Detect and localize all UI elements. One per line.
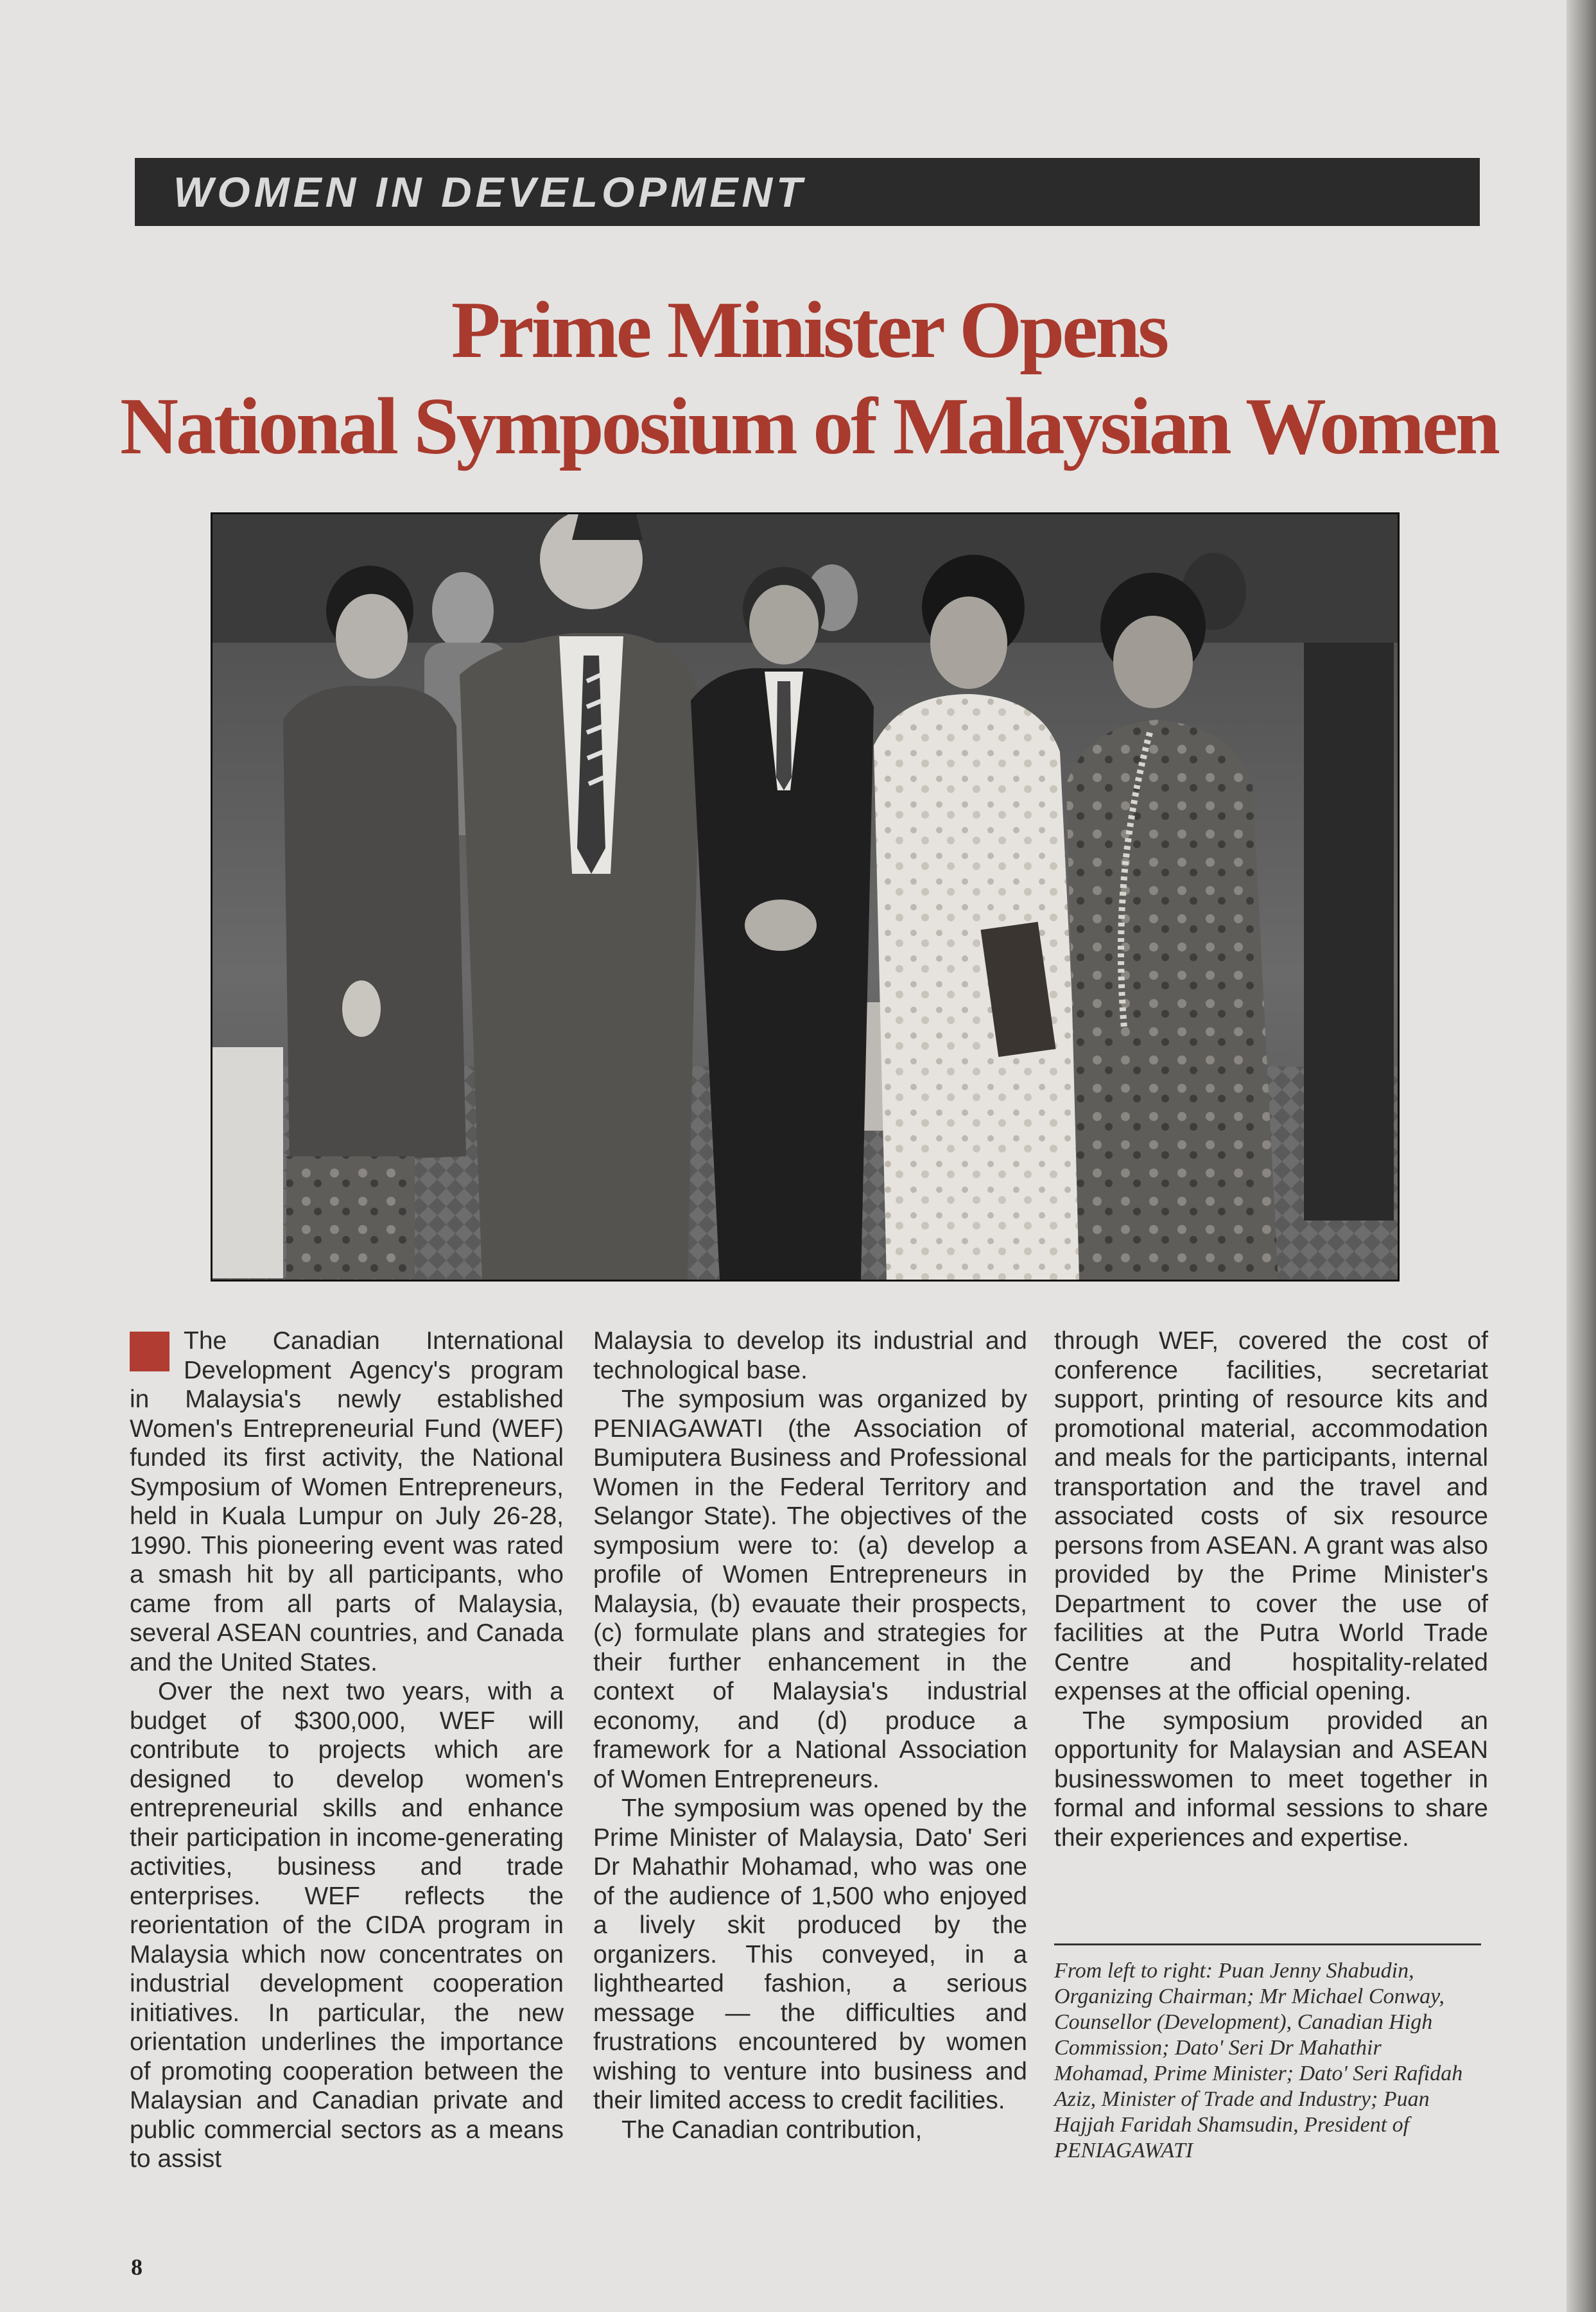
paragraph-2: Over the next two years, with a budget of $300,000, WEF will contribute to projects which are designed to develop women's entrepreneurial skills and enhance their participation in income-generating activities, business and trade enterprises. WEF reflects the reorientation of the CIDA program in Malaysia which now concentrates on industrial development cooperation initiatives. In particular, the new orientation underlines the importance of promoting cooperation between the Malaysian and Canadian private and public commercial sectors as a means to assist	[130, 1678, 564, 2173]
paragraph-3: Malaysia to develop its industrial and technological base.	[593, 1327, 1027, 1384]
caption-divider	[1054, 1943, 1481, 1945]
section-banner-label: WOMEN IN DEVELOPMENT	[173, 168, 806, 216]
paragraph-6: The Canadian contribution,	[621, 2116, 923, 2144]
photo-caption: From left to right: Puan Jenny Shabudin, Organizing Chairman; Mr Michael Conway, Counsellor (Development), Canadian High Commission; Dato' Seri Dr Mahathir Mohamad, Prime Minister; Dato' Seri Rafidah Aziz, Minister of Trade and Industry; Puan Hajjah Faridah Shamsudin, President of PENIAGAWATI	[1054, 1959, 1463, 2162]
article-photo	[211, 512, 1400, 1282]
article-headline	[103, 282, 1515, 475]
page-edge	[1566, 0, 1596, 2312]
accent-square	[130, 1332, 169, 1371]
page-number: 8	[131, 2254, 143, 2280]
paragraph-4: The symposium was organized by PENIAGAWATI (the Association of Bumiputera Business and Professional Women in the Federal Territory and Selangor State). The objectives of the symposium were to: (a) develop a profile of Women Entrepreneurs in Malaysia, (b) evauate their prospects, (c) formulate plans and strategies for their further enhancement in the context of Malaysia's industrial economy, and (d) produce a framework for a National Association of Women Entrepreneurs.	[593, 1386, 1027, 1793]
article-column-1	[130, 1326, 564, 2174]
headline-line-2: National Symposium of Malaysian Women	[120, 382, 1498, 471]
headline-line-1: Prime Minister Opens	[451, 286, 1167, 375]
paragraph-7: through WEF, covered the cost of conference facilities, secretariat support, printing of resource kits and promotional material, accommodation and meals for the participants, internal transportation and the travel and associated costs of six resource persons from ASEAN. A grant was also provided by the Prime Minister's Department to cover the use of facilities at the Putra World Trade Centre and hospitality-related expenses at the official opening.	[1054, 1327, 1488, 1705]
paragraph-8: The symposium provided an opportunity for Malaysian and ASEAN businesswomen to meet together in formal and informal sessions to share their experiences and expertise.	[1054, 1707, 1488, 1852]
photo-illustration	[213, 514, 1398, 1280]
section-banner	[135, 158, 1480, 226]
article-column-3	[1054, 1326, 1488, 1852]
paragraph-5: The symposium was opened by the Prime Minister of Malaysia, Dato' Seri Dr Mahathir Mohamad, who was one of the audience of 1,500 who enjoyed a lively skit produced by the organizers. This conveyed, in a lighthearted fashion, a serious message — the difficulties and frustrations encountered by women wishing to venture into business and their limited access to credit facilities.	[593, 1795, 1027, 2114]
paragraph-1: The Canadian International Development Agency's program in Malaysia's newly established Women's Entrepreneurial Fund (WEF) funded its first activity, the National Symposium of Women Entrepreneurs, held in Kuala Lumpur on July 26-28, 1990. This pioneering event was rated a smash hit by all participants, who came from all parts of Malaysia, several ASEAN countries, and Canada and the United States.	[130, 1327, 564, 1676]
article-column-2	[593, 1326, 1027, 2144]
